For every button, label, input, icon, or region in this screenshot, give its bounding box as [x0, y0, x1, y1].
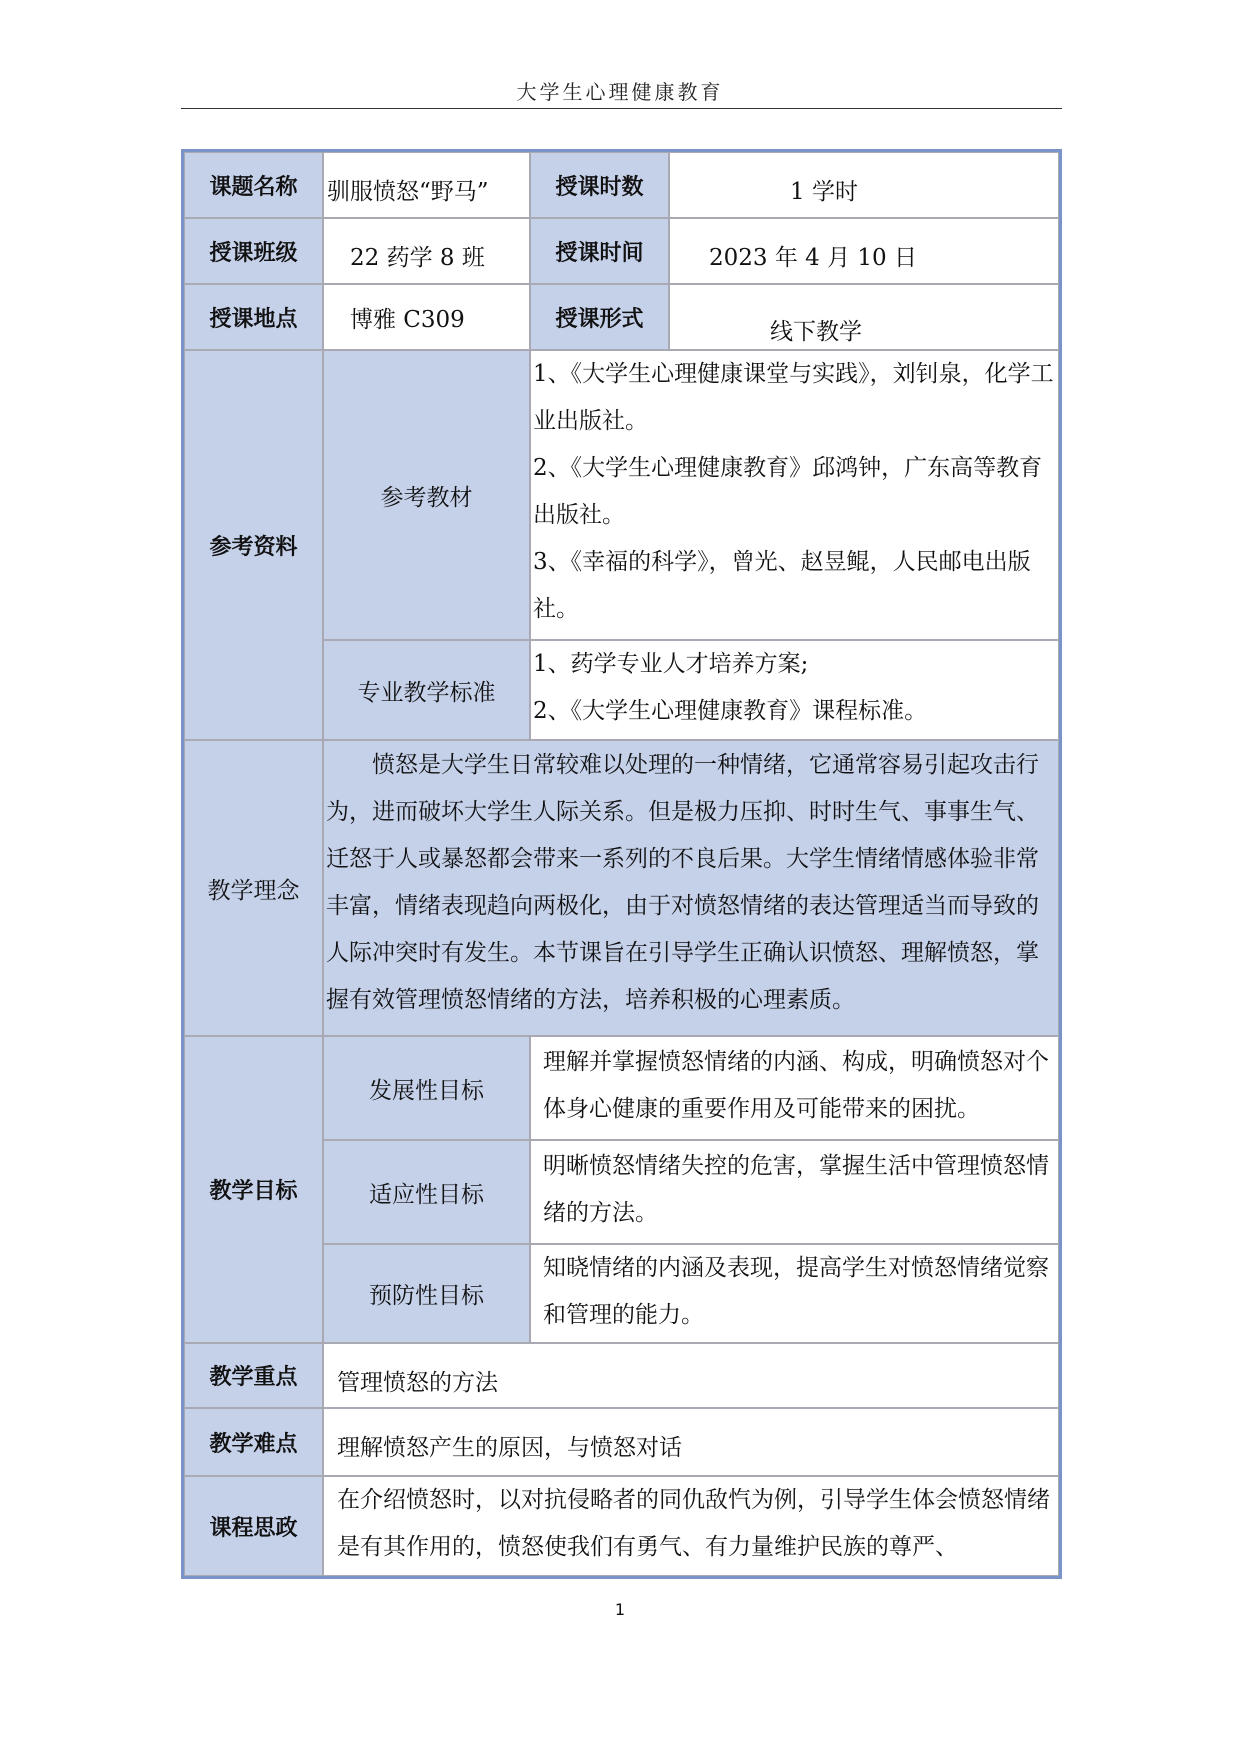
standards-list: [530, 640, 1059, 740]
form-value: 线下教学: [669, 284, 1059, 350]
ideology-label: 课程思政: [184, 1476, 323, 1576]
time-label: 授课时间: [530, 218, 669, 284]
objective-label-prevention: 预防性目标: [323, 1244, 530, 1343]
lesson-plan-table: [181, 149, 1062, 1579]
course-name-label: 课题名称: [184, 152, 323, 218]
page-header-title: 大学生心理健康教育: [516, 80, 724, 104]
textbook-item: 2、《大学生心理健康教育》邱鸿钟，广东高等教育出版社。: [533, 455, 1043, 528]
objective-text-prevention: 知晓情绪的内涵及表现，提高学生对愤怒情绪觉察和管理的能力。: [530, 1244, 1059, 1343]
standard-item: 1、药学专业人才培养方案;: [533, 651, 809, 677]
key-point-label: 教学重点: [184, 1343, 323, 1408]
standard-item: 2、《大学生心理健康教育》课程标准。: [533, 698, 928, 724]
header-divider: [181, 108, 1062, 109]
key-point-value: 管理愤怒的方法: [323, 1343, 1059, 1408]
difficulty-label: 教学难点: [184, 1408, 323, 1476]
location-value: 博雅 C309: [323, 284, 530, 350]
objectives-label: 教学目标: [184, 1036, 323, 1343]
form-label: 授课形式: [530, 284, 669, 350]
philosophy-text: 愤怒是大学生日常较难以处理的一种情绪，它通常容易引起攻击行为，进而破坏大学生人际关系。但是极力压抑、时时生气、事事生气、迁怒于人或暴怒都会带来一系列的不良后果。大学生情绪情感体验非常丰富，情绪表现趋向两极化，由于对愤怒情绪的表达管理适当而导致的人际冲突时有发生。本节课旨在引导学生正确认识愤怒、理解愤怒，掌握有效管理愤怒情绪的方法，培养积极的心理素质。: [323, 740, 1059, 1036]
standards-label: 专业教学标准: [323, 640, 530, 740]
textbook-item: 3、《幸福的科学》，曾光、赵昱鲲，人民邮电出版社。: [533, 549, 1031, 622]
class-hours-value: 1 学时: [669, 152, 1059, 218]
textbooks-label: 参考教材: [323, 350, 530, 640]
textbooks-list: [530, 350, 1059, 640]
difficulty-value: 理解愤怒产生的原因，与愤怒对话: [323, 1408, 1059, 1476]
philosophy-label: 教学理念: [184, 740, 323, 1036]
objective-text-development: 理解并掌握愤怒情绪的内涵、构成，明确愤怒对个体身心健康的重要作用及可能带来的困扰。: [530, 1036, 1059, 1140]
page-number: 1: [614, 1600, 626, 1619]
objective-text-adaptation: 明晰愤怒情绪失控的危害，掌握生活中管理愤怒情绪的方法。: [530, 1140, 1059, 1244]
location-label: 授课地点: [184, 284, 323, 350]
time-value: 2023 年 4 月 10 日: [669, 218, 1059, 284]
class-label: 授课班级: [184, 218, 323, 284]
class-hours-label: 授课时数: [530, 152, 669, 218]
ideology-text: 在介绍愤怒时，以对抗侵略者的同仇敌忾为例，引导学生体会愤怒情绪是有其作用的，愤怒使我们有勇气、有力量维护民族的尊严、: [323, 1476, 1059, 1576]
class-value: 22 药学 8 班: [323, 218, 530, 284]
textbook-item: 1、《大学生心理健康课堂与实践》，刘钊泉，化学工业出版社。: [533, 361, 1054, 434]
objective-label-development: 发展性目标: [323, 1036, 530, 1140]
references-label: 参考资料: [184, 350, 323, 740]
course-name-value: 驯服愤怒“野马”: [323, 152, 530, 218]
objective-label-adaptation: 适应性目标: [323, 1140, 530, 1244]
